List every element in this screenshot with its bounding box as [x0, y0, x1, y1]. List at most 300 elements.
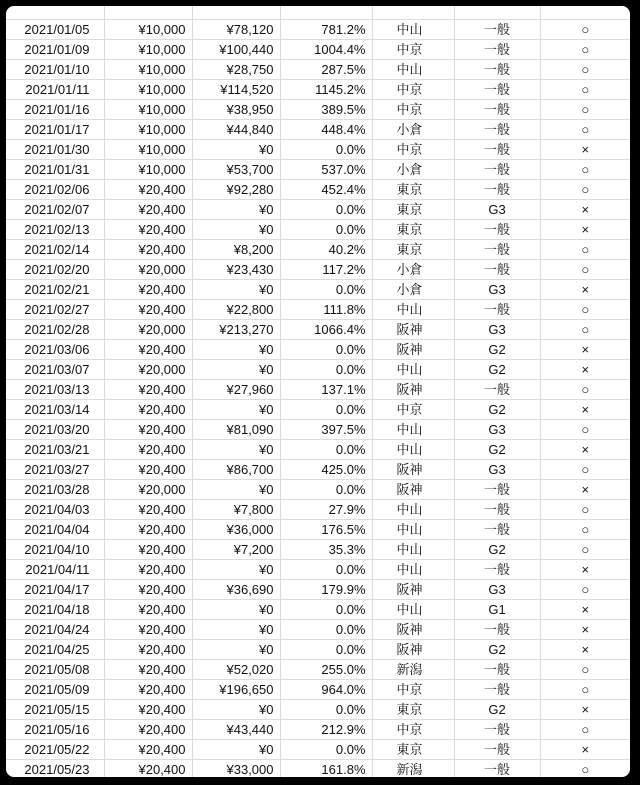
cell-bet[interactable]: ¥20,400: [104, 739, 192, 759]
cell-grade[interactable]: G3: [454, 279, 540, 299]
cell-date[interactable]: 2021/04/11: [6, 559, 104, 579]
cell-date[interactable]: 2021/01/31: [6, 159, 104, 179]
cell-grade[interactable]: 一般: [454, 519, 540, 539]
cell-result[interactable]: ×: [540, 739, 630, 759]
cell-date[interactable]: 2021/05/15: [6, 699, 104, 719]
cell-date[interactable]: 2021/01/16: [6, 99, 104, 119]
cell-grade[interactable]: 一般: [454, 19, 540, 39]
cell-grade[interactable]: G2: [454, 539, 540, 559]
cell-venue[interactable]: 中京: [372, 139, 454, 159]
cell-result[interactable]: ○: [540, 299, 630, 319]
cell-venue[interactable]: 中京: [372, 679, 454, 699]
cell-payout[interactable]: ¥36,000: [192, 519, 280, 539]
cell-payout[interactable]: ¥7,200: [192, 539, 280, 559]
cell-payout[interactable]: ¥0: [192, 199, 280, 219]
cell-bet[interactable]: ¥20,000: [104, 319, 192, 339]
cell-rate[interactable]: 0.0%: [280, 619, 372, 639]
cell-grade[interactable]: G2: [454, 439, 540, 459]
cell-payout[interactable]: ¥22,800: [192, 299, 280, 319]
cell-bet[interactable]: ¥20,400: [104, 459, 192, 479]
table-row: [6, 519, 630, 539]
cell-date[interactable]: 2021/05/16: [6, 719, 104, 739]
cell-result[interactable]: ○: [540, 759, 630, 777]
cell-date[interactable]: 2021/05/09: [6, 679, 104, 699]
table-row: [6, 119, 630, 139]
cell-venue[interactable]: 中京: [372, 39, 454, 59]
cell-payout[interactable]: ¥8,200: [192, 239, 280, 259]
cell-bet[interactable]: ¥20,400: [104, 759, 192, 777]
cell-payout[interactable]: ¥53,700: [192, 159, 280, 179]
cell-grade[interactable]: 一般: [454, 119, 540, 139]
cell-rate[interactable]: 452.4%: [280, 179, 372, 199]
cell-bet[interactable]: ¥10,000: [104, 19, 192, 39]
cell-bet[interactable]: ¥20,400: [104, 619, 192, 639]
cell-date[interactable]: 2021/02/27: [6, 299, 104, 319]
cell-venue[interactable]: 東京: [372, 219, 454, 239]
cell-rate[interactable]: 0.0%: [280, 219, 372, 239]
cell-rate[interactable]: 255.0%: [280, 659, 372, 679]
cell-rate[interactable]: 1145.2%: [280, 79, 372, 99]
cell-venue[interactable]: 中山: [372, 59, 454, 79]
cell-venue[interactable]: 阪神: [372, 459, 454, 479]
cell-grade[interactable]: 一般: [454, 259, 540, 279]
cell-date[interactable]: 2021/03/20: [6, 419, 104, 439]
cell-date[interactable]: 2021/01/10: [6, 59, 104, 79]
table-row: [6, 319, 630, 339]
cell-date[interactable]: 2021/02/14: [6, 239, 104, 259]
cell-date[interactable]: 2021/04/24: [6, 619, 104, 639]
cell-payout[interactable]: ¥81,090: [192, 419, 280, 439]
cell-blank[interactable]: [280, 6, 372, 19]
cell-result[interactable]: ○: [540, 239, 630, 259]
cell-bet[interactable]: ¥20,400: [104, 299, 192, 319]
cell-date[interactable]: 2021/03/06: [6, 339, 104, 359]
cell-grade[interactable]: 一般: [454, 99, 540, 119]
cell-rate[interactable]: 0.0%: [280, 439, 372, 459]
cell-result[interactable]: ×: [540, 439, 630, 459]
cell-payout[interactable]: ¥100,440: [192, 39, 280, 59]
cell-result[interactable]: ○: [540, 419, 630, 439]
table-row-partial: [6, 6, 630, 19]
cell-date[interactable]: 2021/02/06: [6, 179, 104, 199]
cell-bet[interactable]: ¥20,400: [104, 679, 192, 699]
cell-payout[interactable]: ¥0: [192, 339, 280, 359]
cell-payout[interactable]: ¥33,000: [192, 759, 280, 777]
cell-grade[interactable]: 一般: [454, 619, 540, 639]
cell-result[interactable]: ×: [540, 139, 630, 159]
table-row: [6, 299, 630, 319]
cell-venue[interactable]: 阪神: [372, 379, 454, 399]
cell-date[interactable]: 2021/01/05: [6, 19, 104, 39]
cell-bet[interactable]: ¥20,400: [104, 339, 192, 359]
cell-bet[interactable]: ¥20,400: [104, 239, 192, 259]
cell-payout[interactable]: ¥52,020: [192, 659, 280, 679]
cell-result[interactable]: ×: [540, 219, 630, 239]
cell-bet[interactable]: ¥20,400: [104, 419, 192, 439]
cell-rate[interactable]: 117.2%: [280, 259, 372, 279]
cell-rate[interactable]: 397.5%: [280, 419, 372, 439]
cell-result[interactable]: ○: [540, 119, 630, 139]
cell-grade[interactable]: 一般: [454, 559, 540, 579]
cell-result[interactable]: ○: [540, 99, 630, 119]
cell-rate[interactable]: 0.0%: [280, 279, 372, 299]
cell-venue[interactable]: 小倉: [372, 259, 454, 279]
table-row: [6, 39, 630, 59]
cell-grade[interactable]: G2: [454, 339, 540, 359]
cell-bet[interactable]: ¥20,400: [104, 499, 192, 519]
cell-rate[interactable]: 40.2%: [280, 239, 372, 259]
cell-venue[interactable]: 中山: [372, 539, 454, 559]
cell-bet[interactable]: ¥10,000: [104, 39, 192, 59]
table-row: [6, 459, 630, 479]
cell-bet[interactable]: ¥20,400: [104, 699, 192, 719]
cell-bet[interactable]: ¥20,000: [104, 359, 192, 379]
cell-date[interactable]: 2021/04/04: [6, 519, 104, 539]
cell-bet[interactable]: ¥20,400: [104, 599, 192, 619]
cell-rate[interactable]: 35.3%: [280, 539, 372, 559]
cell-grade[interactable]: 一般: [454, 479, 540, 499]
cell-result[interactable]: ○: [540, 659, 630, 679]
cell-result[interactable]: ×: [540, 639, 630, 659]
cell-grade[interactable]: 一般: [454, 59, 540, 79]
table-row: [6, 139, 630, 159]
cell-result[interactable]: ○: [540, 259, 630, 279]
cell-date[interactable]: 2021/02/07: [6, 199, 104, 219]
cell-rate[interactable]: 0.0%: [280, 339, 372, 359]
cell-result[interactable]: ○: [540, 319, 630, 339]
cell-payout[interactable]: ¥0: [192, 279, 280, 299]
cell-venue[interactable]: 東京: [372, 199, 454, 219]
table-row: [6, 219, 630, 239]
cell-bet[interactable]: ¥20,400: [104, 399, 192, 419]
cell-rate[interactable]: 1066.4%: [280, 319, 372, 339]
cell-date[interactable]: 2021/03/28: [6, 479, 104, 499]
cell-rate[interactable]: 964.0%: [280, 679, 372, 699]
cell-bet[interactable]: ¥20,400: [104, 179, 192, 199]
cell-grade[interactable]: G1: [454, 599, 540, 619]
cell-result[interactable]: ○: [540, 499, 630, 519]
cell-payout[interactable]: ¥0: [192, 479, 280, 499]
cell-date[interactable]: 2021/04/17: [6, 579, 104, 599]
cell-date[interactable]: 2021/02/21: [6, 279, 104, 299]
cell-grade[interactable]: 一般: [454, 299, 540, 319]
cell-date[interactable]: 2021/03/07: [6, 359, 104, 379]
cell-rate[interactable]: 0.0%: [280, 399, 372, 419]
cell-bet[interactable]: ¥20,400: [104, 519, 192, 539]
cell-rate[interactable]: 0.0%: [280, 359, 372, 379]
cell-rate[interactable]: 161.8%: [280, 759, 372, 777]
cell-date[interactable]: 2021/03/21: [6, 439, 104, 459]
cell-grade[interactable]: G2: [454, 639, 540, 659]
cell-payout[interactable]: ¥0: [192, 739, 280, 759]
cell-payout[interactable]: ¥196,650: [192, 679, 280, 699]
cell-venue[interactable]: 中山: [372, 599, 454, 619]
table-row: [6, 399, 630, 419]
cell-result[interactable]: ×: [540, 339, 630, 359]
cell-bet[interactable]: ¥10,000: [104, 139, 192, 159]
table-row: [6, 159, 630, 179]
cell-venue[interactable]: 中京: [372, 399, 454, 419]
cell-payout[interactable]: ¥213,270: [192, 319, 280, 339]
cell-result[interactable]: ○: [540, 179, 630, 199]
cell-result[interactable]: ×: [540, 479, 630, 499]
cell-venue[interactable]: 阪神: [372, 639, 454, 659]
table-row: [6, 759, 630, 777]
cell-bet[interactable]: ¥20,400: [104, 559, 192, 579]
cell-rate[interactable]: 0.0%: [280, 139, 372, 159]
cell-blank[interactable]: [104, 6, 192, 19]
cell-rate[interactable]: 537.0%: [280, 159, 372, 179]
cell-date[interactable]: 2021/04/03: [6, 499, 104, 519]
cell-venue[interactable]: 中山: [372, 19, 454, 39]
table-row: [6, 719, 630, 739]
cell-rate[interactable]: 0.0%: [280, 199, 372, 219]
cell-payout[interactable]: ¥7,800: [192, 499, 280, 519]
cell-payout[interactable]: ¥86,700: [192, 459, 280, 479]
cell-venue[interactable]: 小倉: [372, 159, 454, 179]
table-row: [6, 499, 630, 519]
cell-payout[interactable]: ¥0: [192, 219, 280, 239]
cell-bet[interactable]: ¥20,400: [104, 279, 192, 299]
cell-rate[interactable]: 0.0%: [280, 599, 372, 619]
cell-rate[interactable]: 0.0%: [280, 699, 372, 719]
cell-bet[interactable]: ¥20,400: [104, 439, 192, 459]
cell-date[interactable]: 2021/02/20: [6, 259, 104, 279]
cell-payout[interactable]: ¥0: [192, 619, 280, 639]
cell-date[interactable]: 2021/04/10: [6, 539, 104, 559]
cell-result[interactable]: ×: [540, 559, 630, 579]
cell-grade[interactable]: G2: [454, 699, 540, 719]
cell-bet[interactable]: ¥20,400: [104, 579, 192, 599]
table-row: [6, 679, 630, 699]
cell-bet[interactable]: ¥10,000: [104, 99, 192, 119]
cell-result[interactable]: ○: [540, 539, 630, 559]
cell-date[interactable]: 2021/03/14: [6, 399, 104, 419]
cell-rate[interactable]: 287.5%: [280, 59, 372, 79]
cell-result[interactable]: ○: [540, 39, 630, 59]
cell-venue[interactable]: 中京: [372, 719, 454, 739]
cell-venue[interactable]: 新潟: [372, 659, 454, 679]
cell-grade[interactable]: 一般: [454, 739, 540, 759]
cell-grade[interactable]: 一般: [454, 759, 540, 777]
cell-venue[interactable]: 新潟: [372, 759, 454, 777]
cell-result[interactable]: ○: [540, 719, 630, 739]
cell-result[interactable]: ○: [540, 79, 630, 99]
cell-blank[interactable]: [372, 6, 454, 19]
cell-date[interactable]: 2021/05/08: [6, 659, 104, 679]
cell-blank[interactable]: [192, 6, 280, 19]
cell-venue[interactable]: 東京: [372, 179, 454, 199]
cell-grade[interactable]: 一般: [454, 719, 540, 739]
cell-grade[interactable]: 一般: [454, 499, 540, 519]
cell-grade[interactable]: G3: [454, 459, 540, 479]
cell-grade[interactable]: G3: [454, 319, 540, 339]
cell-result[interactable]: ○: [540, 679, 630, 699]
cell-result[interactable]: ×: [540, 359, 630, 379]
cell-rate[interactable]: 0.0%: [280, 639, 372, 659]
cell-bet[interactable]: ¥20,000: [104, 259, 192, 279]
table-row: [6, 19, 630, 39]
cell-date[interactable]: 2021/01/09: [6, 39, 104, 59]
table-row: [6, 239, 630, 259]
cell-date[interactable]: 2021/05/23: [6, 759, 104, 777]
cell-grade[interactable]: 一般: [454, 379, 540, 399]
cell-bet[interactable]: ¥20,400: [104, 199, 192, 219]
cell-rate[interactable]: 0.0%: [280, 559, 372, 579]
cell-result[interactable]: ×: [540, 619, 630, 639]
cell-bet[interactable]: ¥20,400: [104, 639, 192, 659]
cell-venue[interactable]: 中京: [372, 99, 454, 119]
cell-venue[interactable]: 東京: [372, 239, 454, 259]
table-row: [6, 599, 630, 619]
cell-payout[interactable]: ¥0: [192, 559, 280, 579]
cell-rate[interactable]: 27.9%: [280, 499, 372, 519]
cell-payout[interactable]: ¥43,440: [192, 719, 280, 739]
cell-payout[interactable]: ¥0: [192, 639, 280, 659]
cell-rate[interactable]: 0.0%: [280, 739, 372, 759]
cell-bet[interactable]: ¥20,400: [104, 539, 192, 559]
cell-grade[interactable]: G2: [454, 359, 540, 379]
cell-payout[interactable]: ¥0: [192, 399, 280, 419]
cell-date[interactable]: 2021/05/22: [6, 739, 104, 759]
cell-grade[interactable]: 一般: [454, 679, 540, 699]
cell-rate[interactable]: 389.5%: [280, 99, 372, 119]
cell-grade[interactable]: 一般: [454, 79, 540, 99]
cell-grade[interactable]: G3: [454, 419, 540, 439]
cell-payout[interactable]: ¥44,840: [192, 119, 280, 139]
cell-result[interactable]: ×: [540, 399, 630, 419]
cell-blank[interactable]: [454, 6, 540, 19]
cell-rate[interactable]: 137.1%: [280, 379, 372, 399]
cell-venue[interactable]: 中山: [372, 519, 454, 539]
cell-payout[interactable]: ¥78,120: [192, 19, 280, 39]
cell-payout[interactable]: ¥92,280: [192, 179, 280, 199]
cell-result[interactable]: ×: [540, 199, 630, 219]
cell-grade[interactable]: 一般: [454, 219, 540, 239]
cell-bet[interactable]: ¥20,400: [104, 719, 192, 739]
cell-grade[interactable]: 一般: [454, 139, 540, 159]
cell-bet[interactable]: ¥10,000: [104, 119, 192, 139]
cell-result[interactable]: ○: [540, 579, 630, 599]
cell-rate[interactable]: 448.4%: [280, 119, 372, 139]
cell-payout[interactable]: ¥0: [192, 439, 280, 459]
cell-grade[interactable]: 一般: [454, 239, 540, 259]
cell-venue[interactable]: 小倉: [372, 119, 454, 139]
cell-payout[interactable]: ¥38,950: [192, 99, 280, 119]
cell-venue[interactable]: 阪神: [372, 619, 454, 639]
cell-payout[interactable]: ¥0: [192, 699, 280, 719]
cell-venue[interactable]: 中山: [372, 499, 454, 519]
cell-rate[interactable]: 1004.4%: [280, 39, 372, 59]
table-row: [6, 539, 630, 559]
cell-venue[interactable]: 阪神: [372, 479, 454, 499]
cell-result[interactable]: ○: [540, 59, 630, 79]
cell-venue[interactable]: 中山: [372, 359, 454, 379]
cell-rate[interactable]: 425.0%: [280, 459, 372, 479]
cell-venue[interactable]: 中山: [372, 299, 454, 319]
cell-bet[interactable]: ¥20,400: [104, 379, 192, 399]
cell-bet[interactable]: ¥20,000: [104, 479, 192, 499]
table-row: [6, 59, 630, 79]
cell-payout[interactable]: ¥36,690: [192, 579, 280, 599]
cell-venue[interactable]: 中山: [372, 439, 454, 459]
cell-bet[interactable]: ¥10,000: [104, 159, 192, 179]
table-row: [6, 419, 630, 439]
cell-result[interactable]: ○: [540, 459, 630, 479]
cell-rate[interactable]: 179.9%: [280, 579, 372, 599]
cell-result[interactable]: ×: [540, 599, 630, 619]
cell-result[interactable]: ×: [540, 279, 630, 299]
cell-venue[interactable]: 東京: [372, 699, 454, 719]
cell-date[interactable]: 2021/03/13: [6, 379, 104, 399]
spreadsheet: [6, 6, 630, 777]
cell-payout[interactable]: ¥0: [192, 139, 280, 159]
cell-rate[interactable]: 212.9%: [280, 719, 372, 739]
cell-date[interactable]: 2021/01/30: [6, 139, 104, 159]
cell-result[interactable]: ○: [540, 379, 630, 399]
cell-blank[interactable]: [540, 6, 630, 19]
cell-grade[interactable]: 一般: [454, 179, 540, 199]
cell-result[interactable]: ×: [540, 699, 630, 719]
cell-payout[interactable]: ¥0: [192, 359, 280, 379]
cell-bet[interactable]: ¥20,400: [104, 659, 192, 679]
cell-venue[interactable]: 阪神: [372, 579, 454, 599]
cell-payout[interactable]: ¥28,750: [192, 59, 280, 79]
cell-venue[interactable]: 東京: [372, 739, 454, 759]
cell-venue[interactable]: 中山: [372, 559, 454, 579]
table-row: [6, 99, 630, 119]
cell-payout[interactable]: ¥27,960: [192, 379, 280, 399]
cell-venue[interactable]: 中山: [372, 419, 454, 439]
cell-grade[interactable]: G3: [454, 199, 540, 219]
cell-venue[interactable]: 阪神: [372, 319, 454, 339]
cell-grade[interactable]: 一般: [454, 159, 540, 179]
cell-rate[interactable]: 781.2%: [280, 19, 372, 39]
cell-result[interactable]: ○: [540, 19, 630, 39]
cell-grade[interactable]: G2: [454, 399, 540, 419]
cell-bet[interactable]: ¥20,400: [104, 219, 192, 239]
cell-bet[interactable]: ¥10,000: [104, 59, 192, 79]
cell-rate[interactable]: 0.0%: [280, 479, 372, 499]
cell-bet[interactable]: ¥10,000: [104, 79, 192, 99]
cell-grade[interactable]: G3: [454, 579, 540, 599]
cell-venue[interactable]: 中京: [372, 79, 454, 99]
cell-grade[interactable]: 一般: [454, 39, 540, 59]
table-row: [6, 259, 630, 279]
table-row: [6, 659, 630, 679]
table-row: [6, 179, 630, 199]
cell-result[interactable]: ○: [540, 159, 630, 179]
cell-date[interactable]: 2021/04/25: [6, 639, 104, 659]
cell-date[interactable]: 2021/01/11: [6, 79, 104, 99]
cell-rate[interactable]: 176.5%: [280, 519, 372, 539]
cell-rate[interactable]: 111.8%: [280, 299, 372, 319]
cell-date[interactable]: 2021/01/17: [6, 119, 104, 139]
table-row: [6, 699, 630, 719]
cell-date[interactable]: 2021/02/13: [6, 219, 104, 239]
cell-grade[interactable]: 一般: [454, 659, 540, 679]
cell-payout[interactable]: ¥0: [192, 599, 280, 619]
cell-date[interactable]: 2021/02/28: [6, 319, 104, 339]
cell-result[interactable]: ○: [540, 519, 630, 539]
cell-venue[interactable]: 小倉: [372, 279, 454, 299]
cell-date[interactable]: 2021/03/27: [6, 459, 104, 479]
cell-payout[interactable]: ¥23,430: [192, 259, 280, 279]
cell-payout[interactable]: ¥114,520: [192, 79, 280, 99]
cell-blank[interactable]: [6, 6, 104, 19]
cell-date[interactable]: 2021/04/18: [6, 599, 104, 619]
cell-venue[interactable]: 阪神: [372, 339, 454, 359]
